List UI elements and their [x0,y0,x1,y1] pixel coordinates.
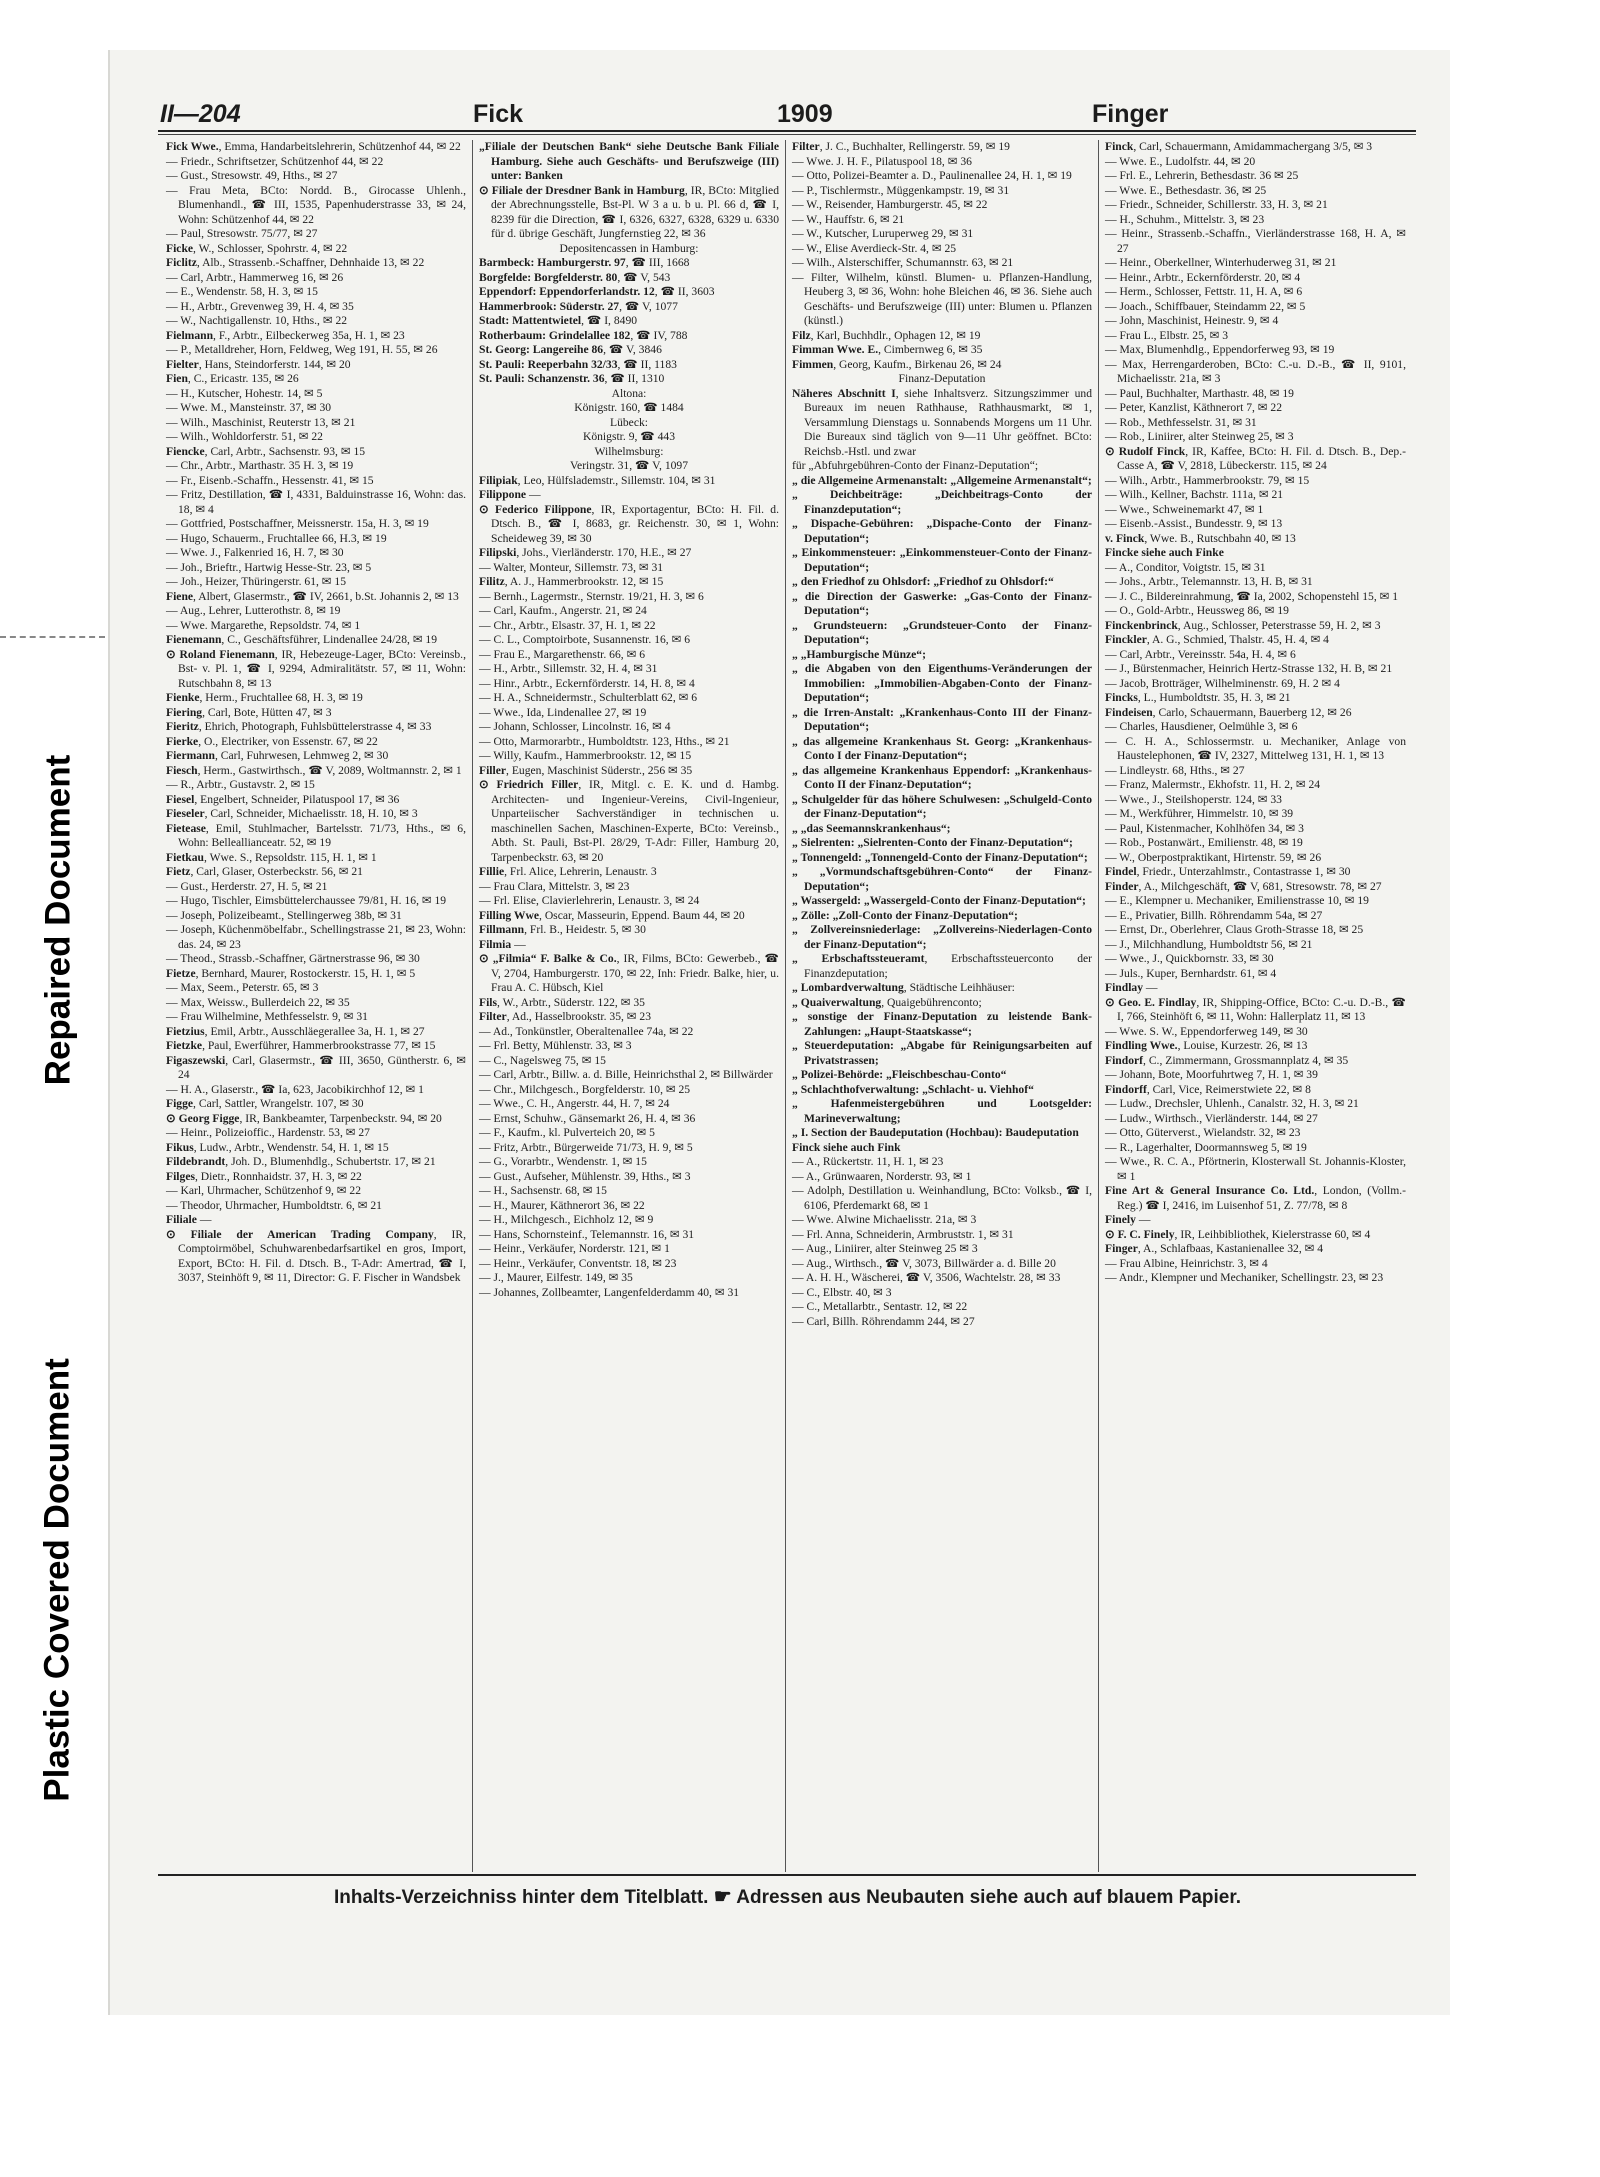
directory-entry: — Otto, Polizei-Beamter a. D., Paulinenallee 24, H. 1, ✉ 19 [792,169,1072,182]
directory-entry: ⊙ F. C. Finely, IR, Leihbibliothek, Kielerstrasse 60, ✉ 4 [1105,1227,1371,1241]
directory-entry: „ Tonnengeld: „Tonnengeld-Conto der Finanz-Deputation“; [792,850,1088,864]
directory-entry: Filler, Eugen, Maschinist Süderstr., 256 ✉ 35 [479,763,693,777]
directory-entry: — Frl. Elise, Clavierlehrerin, Lenaustr. 3, ✉ 24 [479,894,700,907]
first-keyword: Fick [473,100,524,128]
directory-entry: Findel, Friedr., Unterzahlmstr., Contastrasse 1, ✉ 30 [1105,865,1351,878]
directory-entry: ⊙ Roland Fienemann, IR, Hebezeuge-Lager, BCto: Vereinsb., Bst- v. Pl. 1, ☎ I, 9294, Admiralitätstr. 57, ✉ 11, Wohn: Rutschbahn 8, ✉ 13 [166,647,466,690]
directory-entry: Fieritz, Ehrich, Photograph, Fuhlsbüttelerstrasse 4, ✉ 33 [166,720,432,733]
directory-entry: — Frau Albine, Heinrichstr. 3, ✉ 4 [1105,1256,1268,1270]
directory-entry: — G., Vorarbtr., Wendenstr. 1, ✉ 15 [479,1155,647,1168]
directory-entry: Fildebrandt, Joh. D., Blumenhdlg., Schubertstr. 17, ✉ 21 [166,1155,436,1168]
directory-entry: — C., Nagelsweg 75, ✉ 15 [479,1053,606,1067]
directory-entry: — C., Metallarbtr., Sentastr. 12, ✉ 22 [792,1300,968,1313]
directory-entry: Findlay — [1105,981,1158,994]
directory-entry: — Walter, Monteur, Sillemstr. 73, ✉ 31 [479,560,664,574]
directory-entry: ⊙ Geo. E. Findlay, IR, Shipping-Office, BCto: C.-u. D.-B., ☎ I, 766, Steinhöft 6, ✉ 11, Wohn: Hallerplatz 11, ✉ 13 [1105,995,1406,1023]
directory-entry: — Friedr., Schneider, Schillerstr. 33, H. 3, ✉ 21 [1105,198,1328,211]
directory-entry: — Ludw., Drechsler, Uhlenh., Canalstr. 32, H. 3, ✉ 21 [1105,1097,1359,1110]
header-rule [158,130,1416,132]
directory-entry: — Frl. E., Lehrerin, Bethesdastr. 36 ✉ 25 [1105,169,1299,182]
directory-entry: — Theod., Strassb.-Schaffner, Gärtnerstrasse 96, ✉ 30 [166,952,420,965]
directory-entry: — Max, Blumenhdlg., Eppendorferweg 93, ✉ 19 [1105,343,1335,356]
directory-entry: — Wwe., J., Quickbornstr. 33, ✉ 30 [1105,952,1274,965]
directory-entry: — Frau Wilhelmine, Methfesselstr. 9, ✉ 31 [166,1010,368,1023]
directory-entry: — Carl, Arbtr., Billw. a. d. Bille, Heinrichsthal 2, ✉ Billwärder [479,1068,773,1081]
directory-entry: — C. H. A., Schlossermstr. u. Mechaniker, Anlage von Haustelephonen, ☎ IV, 2327, Mittelweg 131, H. 1, ✉ 13 [1105,734,1406,762]
directory-entry: — Gust., Aufseher, Mühlenstr. 39, Hths., ✉ 3 [479,1169,691,1183]
directory-entry: — Wwe., R. C. A., Pförtnerin, Klosterwall St. Johannis-Kloster, ✉ 1 [1105,1155,1406,1183]
directory-entry: „ I. Section der Baudeputation (Hochbau): Baudeputation [792,1126,1079,1139]
directory-entry: — Rob., Liniirer, alter Steinweg 25, ✉ 3 [1105,430,1294,443]
directory-entry: Fietz, Carl, Glaser, Osterbeckstr. 56, ✉ 21 [166,865,363,878]
directory-entry: — R., Arbtr., Gustavstr. 2, ✉ 15 [166,778,315,791]
directory-entry: „ Lombardverwaltung, Städtische Leihhäuser: [792,981,1015,994]
repaired-document-label: Repaired Document [38,754,77,1086]
directory-entry: — Max, Herrengarderoben, BCto: C.-u. D.-B., ☎ II, 9101, Michaelisstr. 21a, ✉ 3 [1105,357,1406,385]
directory-entry: „ „Hamburgische Münze“; [792,647,926,661]
directory-entry: — Wwe. S. W., Eppendorferweg 149, ✉ 30 [1105,1024,1308,1038]
directory-entry: — Frau L., Elbstr. 25, ✉ 3 [1105,328,1229,342]
directory-entry: — Chr., Arbtr., Elsastr. 37, H. 1, ✉ 22 [479,618,656,632]
directory-entry: — Paul, Stresowstr. 75/77, ✉ 27 [166,227,318,240]
directory-entry: Fiesch, Herm., Gastwirthsch., ☎ V, 2089, Woltmannstr. 2, ✉ 1 [166,763,462,777]
directory-entry: — H., Kutscher, Hohestr. 14, ✉ 5 [166,386,323,400]
directory-entry: — H., Schuhm., Mittelstr. 3, ✉ 23 [1105,212,1265,226]
directory-entry: Fincks, L., Humboldtstr. 35, H. 3, ✉ 21 [1105,691,1291,704]
directory-entry: Fietze, Bernhard, Maurer, Rostockerstr. 15, H. 1, ✉ 5 [166,966,416,980]
directory-entry: Finckler, A. G., Schmied, Thalstr. 45, H. 4, ✉ 4 [1105,633,1329,646]
directory-entry: — Bernh., Lagermstr., Sternstr. 19/21, H. 3, ✉ 6 [479,589,704,603]
last-keyword: Finger [1092,100,1169,128]
directory-entry: Finely — [1105,1213,1151,1226]
directory-entry: v. Finck, Wwe. B., Rutschbahn 40, ✉ 13 [1105,531,1296,545]
directory-entry: Filter, Ad., Hasselbrookstr. 35, ✉ 23 [479,1010,652,1023]
directory-entry: Fietzius, Emil, Arbtr., Ausschläegerallee 3a, H. 1, ✉ 27 [166,1024,425,1038]
directory-entry: — Wilh., Arbtr., Hammerbrookstr. 79, ✉ 15 [1105,473,1310,487]
directory-entry: — H. A., Schneidermstr., Schulterblatt 62, ✉ 6 [479,691,698,704]
directory-entry: — Frl. Anna, Schneiderin, Armbruststr. 1, ✉ 31 [792,1227,1014,1241]
directory-entry: — Frau Meta, BCto: Nordd. B., Girocasse Uhlenh., Blumenhandl., ☎ III, 1535, Papenhuderstrasse 33, ✉ 24, Wohn: Schützenhof 44, ✉ 22 [166,183,466,226]
directory-entry: Finck siehe auch Fink [792,1140,901,1154]
directory-entry: Fick Wwe., Emma, Handarbeitslehrerin, Schützenhof 44, ✉ 22 [166,140,461,153]
directory-entry: Filling Wwe, Oscar, Masseurin, Eppend. Baum 44, ✉ 20 [479,908,745,922]
directory-entry: Filipiak, Leo, Hülfslademstr., Sillemstr. 104, ✉ 31 [479,473,716,487]
directory-entry: Fietkau, Wwe. S., Repsoldstr. 115, H. 1, ✉ 1 [166,850,377,864]
directory-entry: Näheres Abschnitt I, siehe Inhaltsverz. Sitzungszimmer und Bureaux im neuen Rathhause, Rathhausmarkt, ✉ 1, Versammlung Dienstags u. Sonnabends Morgens um 11 Uhr. Die Bureaux sind täglich von 9—11 Uhr geöffnet. BCto: Reichsb.-Hstl. und zwar [792,386,1092,458]
directory-entry: ⊙ Filiale der American Trading Company, IR, Comptoirmöbel, Schuhwarenbedarfsartikel en gros, Import, Export, BCto: H. Fil. d. Dtsch. B., T-Adr: Amertrad, ☎ I, 3037, Steinhöft 9, ✉ 11, Director: G. F. Fischer in Wandsbek [166,1227,466,1284]
directory-entry: Fielmann, F., Arbtr., Eilbeckerweg 35a, H. 1, ✉ 23 [166,328,405,342]
footer-right-text: Adressen aus Neubauten siehe auch auf blauem Papier. [736,1887,1241,1908]
directory-entry: St. Pauli: Reeperbahn 32/33, ☎ II, 1183 [479,357,677,371]
directory-entry: — Hinr., Arbtr., Eckernförderstr. 14, H. 8, ✉ 4 [479,676,695,690]
directory-entry: — P., Metalldreher, Horn, Feldweg, Weg 191, H. 55, ✉ 26 [166,343,438,356]
directory-entry: Ficlitz, Alb., Strassenb.-Schaffner, Dehnhaide 13, ✉ 22 [166,256,425,269]
directory-entry: Eppendorf: Eppendorferlandstr. 12, ☎ II, 3603 [479,285,715,298]
directory-entry: „ das allgemeine Krankenhaus Eppendorf: „Krankenhaus-Conto II der Finanz-Deputation“; [792,763,1092,791]
directory-entry: — Ernst, Dr., Oberlehrer, Claus Groth-Strasse 18, ✉ 25 [1105,923,1364,936]
directory-entry: — C. L., Comptoirbote, Susannenstr. 16, ✉ 6 [479,633,690,646]
directory-entry: — Gottfried, Postschaffner, Meissnerstr. 15a, H. 3, ✉ 19 [166,517,429,530]
directory-entry: Fikus, Ludw., Arbtr., Wendenstr. 54, H. 1, ✉ 15 [166,1140,389,1154]
directory-entry: Ficke, W., Schlosser, Spohrstr. 4, ✉ 22 [166,241,348,255]
directory-entry: St. Georg: Langereihe 86, ☎ V, 3846 [479,343,662,356]
directory-entry: „ Quaiverwaltung, Quaigebührenconto; [792,995,982,1009]
plastic-covered-stamp [28,1270,88,1890]
directory-entry: Fierke, O., Electriker, von Essenstr. 67, ✉ 22 [166,734,378,748]
plastic-covered-label: Plastic Covered Document [38,1358,77,1802]
directory-entry: Fietzke, Paul, Ewerführer, Hammerbrookstrasse 77, ✉ 15 [166,1039,436,1052]
directory-entry: — Charles, Hausdiener, Oelmühle 3, ✉ 6 [1105,720,1298,733]
directory-entry: Figaszewski, Carl, Glasermstr., ☎ III, 3650, Güntherstr. 6, ✉ 24 [166,1053,466,1081]
directory-entry: Borgfelde: Borgfelderstr. 80, ☎ V, 543 [479,270,671,284]
directory-entry: — Joh., Brieftr., Hartwig Hesse-Str. 23, ✉ 5 [166,560,372,574]
directory-entry: — Wwe. E., Ludolfstr. 44, ✉ 20 [1105,154,1256,168]
directory-entry: — Carl, Billh. Röhrendamm 244, ✉ 27 [792,1314,975,1328]
directory-entry: Fieseler, Carl, Schneider, Michaelisstr. 18, H. 10, ✉ 3 [166,807,418,820]
directory-entry: — Wwe. Margarethe, Repsoldstr. 74, ✉ 1 [166,618,361,632]
directory-entry: — E., Privatier, Billh. Röhrendamm 54a, ✉ 27 [1105,908,1323,922]
directory-entry: „ die Abgaben von den Eigenthums-Veränderungen der Immobilien: „Immobilien-Abgaben-Conto der Finanz-Deputation“; [792,662,1092,704]
directory-entry: — Friedr., Schriftsetzer, Schützenhof 44, ✉ 22 [166,154,384,168]
directory-entry: — H., Arbtr., Sillemstr. 32, H. 4, ✉ 31 [479,662,658,675]
directory-entry: — J., Bürstenmacher, Heinrich Hertz-Strasse 132, H. B, ✉ 21 [1105,662,1393,675]
directory-entry: — Heinr., Verkäufer, Norderstr. 121, ✉ 1 [479,1242,670,1255]
directory-entry: Fiene, Albert, Glasermstr., ☎ IV, 2661, b.St. Johannis 2, ✉ 13 [166,589,459,603]
directory-entry: — Hans, Schornsteinf., Telemannstr. 16, ✉ 31 [479,1227,695,1241]
directory-entry: ⊙ Friedrich Filler, IR, Mitgl. c. E. K. und d. Hambg. Architecten- und Ingenieur-Vereins, Civil-Ingenieur, Unparteiischer Sachverständiger in technischen u. maschinellen Sachen, Maschinen-Experte, BCto: Vereinsb., Abth. St. Pauli, Bst-Pl. 28/29, T-Adr: Filler, Hamburg 20, Tarpenbeckstr. 63, ✉ 20 [479,778,779,864]
directory-entry: — J., Maurer, Eilfestr. 149, ✉ 35 [479,1271,633,1284]
directory-entry: — E., Klempner u. Mechaniker, Emilienstrasse 10, ✉ 19 [1105,894,1369,907]
directory-entry: „ den Friedhof zu Ohlsdorf: „Friedhof zu Ohlsdorf:“ [792,575,1054,588]
directory-entry: — P., Tischlermstr., Müggenkampstr. 19, ✉ 31 [792,183,1010,197]
directory-entry: „ die Irren-Anstalt: „Krankenhaus-Conto III der Finanz-Deputation“; [792,705,1092,733]
directory-entry: Findorff, Carl, Vice, Reimerstwiete 22, ✉ 8 [1105,1082,1311,1096]
directory-entry: Findeisen, Carlo, Schauermann, Bauerberg 12, ✉ 26 [1105,705,1352,719]
directory-entry: — Franz, Malermstr., Ekhofstr. 11, H. 2, ✉ 24 [1105,778,1321,791]
directory-entry: — A. H. H., Wäscherei, ☎ V, 3506, Wachtelstr. 28, ✉ 33 [792,1271,1061,1284]
directory-entry: — Paul, Kistenmacher, Kohlhöfen 34, ✉ 3 [1105,821,1304,835]
directory-entry: „ Hafenmeistergebühren und Lootsgelder: Marineverwaltung; [792,1097,1092,1125]
directory-entry: „ Schulgelder für das höhere Schulwesen: „Schulgeld-Conto der Finanz-Deputation“; [792,792,1092,820]
directory-entry: — Johannes, Zollbeamter, Langenfelderdamm 40, ✉ 31 [479,1285,740,1299]
directory-entry: „Filiale der Deutschen Bank“ siehe Deutsche Bank Filiale Hamburg. Siehe auch Geschäfts- und Berufszweige (III) unter: Banken [479,140,779,182]
directory-entry: — Wilh., Wohldorferstr. 51, ✉ 22 [166,430,323,443]
directory-entry: — Joh., Heizer, Thüringerstr. 61, ✉ 15 [166,575,347,588]
directory-entry: Fiering, Carl, Bote, Hütten 47, ✉ 3 [166,705,332,719]
footer-rule [158,1874,1416,1876]
directory-columns [160,140,1415,1872]
directory-entry: — Ludw., Wirthsch., Vierländerstr. 144, ✉ 27 [1105,1111,1318,1125]
directory-entry: Königstr. 9, ☎ 443 [582,430,676,443]
directory-entry: — Joseph, Polizeibeamt., Stellingerweg 38b, ✉ 31 [166,908,402,922]
directory-entry: — Carl, Arbtr., Hammerweg 16, ✉ 26 [166,270,344,284]
directory-entry: Finder, A., Milchgeschäft, ☎ V, 681, Stresowstr. 78, ✉ 27 [1105,879,1382,893]
directory-entry: — Joach., Schiffbauer, Steindamm 22, ✉ 5 [1105,299,1306,313]
directory-entry: Fimman Wwe. E., Cimbernweg 6, ✉ 35 [792,343,983,356]
directory-entry: — Frl. Betty, Mühlenstr. 33, ✉ 3 [479,1039,632,1052]
directory-entry: „ Schlachthofverwaltung: „Schlacht- u. Viehhof“ [792,1082,1034,1096]
directory-entry: — Rob., Methfesselstr. 31, ✉ 31 [1105,415,1257,429]
directory-entry: — Ad., Tonkünstler, Oberaltenallee 74a, ✉ 22 [479,1024,694,1038]
directory-entry: — E., Wendenstr. 58, H. 3, ✉ 15 [166,285,318,298]
directory-entry: — Carl, Arbtr., Vereinsstr. 54a, H. 4, ✉ 6 [1105,647,1296,661]
directory-entry: — Willy, Kaufm., Hammerbrookstr. 12, ✉ 15 [479,749,692,762]
directory-entry: — W., Nachtigallenstr. 10, Hths., ✉ 22 [166,314,348,327]
directory-entry: — Herm., Schlosser, Fettstr. 11, H. A, ✉ 6 [1105,285,1303,298]
directory-entry: — W., Elise Averdieck-Str. 4, ✉ 25 [792,241,957,255]
directory-entry: — J., Milchhandlung, Humboldtstr 56, ✉ 21 [1105,937,1313,951]
footer-note [160,1884,1415,1909]
directory-entry: — W., Reisender, Hamburgerstr. 45, ✉ 22 [792,198,988,211]
directory-entry: — Wwe. E., Bethesdastr. 36, ✉ 25 [1105,183,1267,197]
header-rule-thin [158,134,1416,135]
directory-entry: Fien, C., Ericastr. 135, ✉ 26 [166,372,299,385]
directory-entry: „ Zölle: „Zoll-Conto der Finanz-Deputation“; [792,908,1018,922]
directory-entry: Fiermann, Carl, Fuhrwesen, Lehmweg 2, ✉ 30 [166,749,389,762]
directory-entry: Findling Wwe., Louise, Kurzestr. 26, ✉ 13 [1105,1039,1308,1052]
directory-entry: „ „das Seemannskrankenhaus“; [792,821,951,835]
directory-entry: — W., Kutscher, Luruperweg 29, ✉ 31 [792,227,974,240]
directory-entry: — A., Rückertstr. 11, H. 1, ✉ 23 [792,1155,944,1168]
directory-entry: Fincke siehe auch Finke [1105,546,1224,559]
directory-entry: „ Erbschaftssteueramt, Erbschaftssteuerconto der Finanzdeputation; [792,952,1092,980]
directory-entry: St. Pauli: Schanzenstr. 36, ☎ II, 1310 [479,372,665,385]
directory-entry: Veringstr. 31, ☎ V, 1097 [569,459,689,472]
directory-entry: — Aug., Wirthsch., ☎ V, 3073, Billwärder a. d. Bille 20 [792,1256,1056,1270]
directory-entry: ⊙ Georg Figge, IR, Bankbeamter, Tarpenbeckstr. 94, ✉ 20 [166,1111,442,1125]
directory-entry: Fimmen, Georg, Kaufm., Birkenau 26, ✉ 24 [792,357,1002,371]
directory-entry: — H., Sachsenstr. 68, ✉ 15 [479,1184,607,1197]
directory-entry: — Wwe., Schweinemarkt 47, ✉ 1 [1105,502,1264,516]
directory-entry: — Max, Seem., Peterstr. 65, ✉ 3 [166,981,319,994]
directory-entry: Filter, J. C., Buchhalter, Rellingerstr. 59, ✉ 19 [792,140,1010,153]
directory-entry: — Aug., Liniirer, alter Steinweg 25 ✉ 3 [792,1242,978,1255]
directory-entry: Finanz-Deputation [898,372,986,385]
directory-entry: „ sonstige der Finanz-Deputation zu leistende Bank-Zahlungen: „Haupt-Staatskasse“; [792,1010,1092,1038]
directory-entry: Finck, Carl, Schauermann, Amidammachergang 3/5, ✉ 3 [1105,140,1373,153]
directory-entry: Depositencassen in Hamburg: [559,241,699,255]
directory-entry: — Chr., Arbtr., Marthastr. 35 H. 3, ✉ 19 [166,459,354,472]
directory-entry: — Theodor, Uhrmacher, Humboldtstr. 6, ✉ 21 [166,1198,382,1212]
directory-entry: ⊙ „Filmia“ F. Balke & Co., IR, Films, BCto: Gewerbeb., ☎ V, 2704, Hamburgerstr. 170, ✉ 22, Inh: Friedr. Balke, hier, u. Frau A. C. Hübsch, Kiel [479,952,779,994]
pointing-hand-icon: ☛ [713,1886,732,1908]
directory-entry: — Joseph, Küchenmöbelfabr., Schellingstrasse 21, ✉ 23, Wohn: das. 24, ✉ 23 [166,923,466,951]
directory-entry: — Lindleystr. 68, Hths., ✉ 27 [1105,763,1245,777]
directory-entry: ⊙ Federico Filippone, IR, Exportagentur, BCto: H. Fil. d. Dtsch. B., ☎ I, 8683, gr. Reichenstr. 30, ✉ 1, Wohn: Scheideweg 39, ✉ 30 [479,502,779,545]
directory-entry: Findorf, C., Zimmermann, Grossmannplatz 4, ✉ 35 [1105,1053,1349,1067]
directory-entry: „ „Vormundschaftsgebühren-Conto“ der Finanz-Deputation“; [792,865,1092,893]
directory-entry: „ Einkommensteuer: „Einkommensteuer-Conto der Finanz-Deputation“; [792,546,1092,574]
directory-entry: Fillie, Frl. Alice, Lehrerin, Lenaustr. 3 [479,865,657,878]
directory-entry: Königstr. 160, ☎ 1484 [574,401,684,414]
column-4 [1099,140,1412,1872]
directory-entry: — John, Maschinist, Heinestr. 9, ✉ 4 [1105,314,1279,327]
directory-entry: Fietease, Emil, Stuhlmacher, Bartelsstr. 71/73, Hths., ✉ 6, Wohn: Belleallianceatr. 52, ✉ 19 [166,821,466,849]
directory-entry: — Frau Clara, Mittelstr. 3, ✉ 23 [479,879,630,893]
directory-entry: — Andr., Klempner und Mechaniker, Schellingstr. 23, ✉ 23 [1105,1271,1384,1284]
directory-entry: „ die Allgemeine Armenanstalt: „Allgemeine Armenanstalt“; [792,473,1092,487]
directory-entry: — R., Lagerhalter, Doormannsweg 5, ✉ 19 [1105,1140,1307,1154]
directory-entry: für „Abfuhrgebühren-Conto der Finanz-Deputation“; [792,459,1039,472]
directory-entry: — Otto, Marmorarbtr., Humboldtstr. 123, Hths., ✉ 21 [479,734,730,748]
column-3 [786,140,1099,1872]
directory-entry: Fils, W., Arbtr., Süderstr. 122, ✉ 35 [479,995,645,1009]
directory-entry: Fine Art & General Insurance Co. Ltd., London, (Vollm.-Reg.) ☎ I, 2416, im Luisenhof 51, Z. 77/78, ✉ 8 [1105,1184,1407,1212]
directory-entry: — Frau E., Margarethenstr. 66, ✉ 6 [479,647,645,661]
directory-entry: „ Grundsteuern: „Grundsteuer-Conto der Finanz-Deputation“; [792,618,1092,646]
directory-entry: — Filter, Wilhelm, künstl. Blumen- u. Pflanzen-Handlung, Heuberg 3, ✉ 36, Wohn: hohe Bleichen 46, ✉ 36. Siehe auch Geschäfts- und Berufszweige (III) unter: Blumen u. Pflanzen (künstl.) [792,270,1092,327]
directory-entry: — Wwe., Ida, Lindenallee 27, ✉ 19 [479,705,647,719]
directory-entry: — Gust., Herderstr. 27, H. 5, ✉ 21 [166,879,328,893]
directory-entry: — H., Maurer, Käthnerort 36, ✉ 22 [479,1198,645,1212]
directory-entry: — Heinr., Oberkellner, Winterhuderweg 31, ✉ 21 [1105,256,1337,269]
directory-entry: — A., Grünwaaren, Norderstr. 93, ✉ 1 [792,1169,972,1183]
directory-entry: — Paul, Buchhalter, Marthastr. 48, ✉ 19 [1105,386,1294,400]
directory-entry: — Heinr., Strassenb.-Schaffn., Vierländerstrasse 168, H. A, ✉ 27 [1105,227,1406,255]
directory-entry: — Wwe. Alwine Michaelisstr. 21a, ✉ 3 [792,1213,977,1226]
directory-entry: — Max, Weissw., Bullerdeich 22, ✉ 35 [166,995,350,1009]
directory-entry: — Rob., Postanwärt., Emilienstr. 48, ✉ 19 [1105,836,1303,849]
directory-entry: — Wwe. J., Falkenried 16, H. 7, ✉ 30 [166,546,344,559]
directory-entry: Finckenbrinck, Aug., Schlosser, Peterstrasse 59, H. 2, ✉ 3 [1105,618,1381,632]
directory-entry: — Gust., Stresowstr. 49, Hths., ✉ 27 [166,169,338,182]
directory-entry: — Wwe., C. H., Angerstr. 44, H. 7, ✉ 24 [479,1097,670,1110]
directory-entry: Filz, Karl, Buchhdlr., Ophagen 12, ✉ 19 [792,328,981,342]
directory-entry: — H., Milchgesch., Eichholz 12, ✉ 9 [479,1213,654,1226]
directory-entry: — Wilh., Kellner, Bachstr. 111a, ✉ 21 [1105,488,1284,501]
directory-entry: — O., Gold-Arbtr., Heussweg 86, ✉ 19 [1105,604,1289,617]
directory-entry: — Fr., Eisenb.-Schaffn., Hessenstr. 41, ✉ 15 [166,473,374,487]
directory-entry: Filitz, A. J., Hammerbrookstr. 12, ✉ 15 [479,575,664,588]
directory-entry: ⊙ Rudolf Finck, IR, Kaffee, BCto: H. Fil. d. Dtsch. B., Dep.-Casse A, ☎ V, 2818, Lübeckerstr. 115, ✉ 24 [1105,444,1406,472]
directory-entry: „ Deichbeiträge: „Deichbeitrags-Conto der Finanzdeputation“; [792,488,1092,516]
directory-entry: — Wwe. M., Mansteinstr. 37, ✉ 30 [166,401,332,414]
directory-entry: — Peter, Kanzlist, Käthnerort 7, ✉ 22 [1105,401,1282,414]
directory-entry: — Wwe., J., Steilshoperstr. 124, ✉ 33 [1105,792,1282,806]
directory-entry: — A., Conditor, Voigtstr. 15, ✉ 31 [1105,560,1266,574]
directory-entry: — Aug., Lehrer, Lutterothstr. 8, ✉ 19 [166,604,341,617]
directory-entry: — Fritz, Destillation, ☎ I, 4331, Balduinstrasse 16, Wohn: das. 18, ✉ 4 [166,488,466,516]
directory-entry: Stadt: Mattentwietel, ☎ I, 8490 [479,314,638,327]
directory-entry: Fienemann, C., Geschäftsführer, Lindenallee 24/28, ✉ 19 [166,633,438,646]
directory-entry: — C., Elbstr. 40, ✉ 3 [792,1285,892,1299]
column-1 [160,140,473,1872]
directory-entry: — Heinr., Arbtr., Eckernförderstr. 20, ✉ 4 [1105,270,1301,284]
directory-entry: — Johann, Schlosser, Lincolnstr. 16, ✉ 4 [479,720,671,733]
directory-entry: — Ernst, Schuhw., Gänsemarkt 26, H. 4, ✉ 36 [479,1111,696,1125]
directory-entry: — Hugo, Schauerm., Fruchtallee 66, H.3, ✉ 19 [166,531,387,545]
directory-entry: — Eisenb.-Assist., Bundesstr. 9, ✉ 13 [1105,517,1283,530]
directory-entry: — J. C., Bildereinrahmung, ☎ Ia, 2002, Schopenstehl 15, ✉ 1 [1105,589,1399,603]
directory-entry: — W., Hauffstr. 6, ✉ 21 [792,212,905,226]
directory-entry: „ Wassergeld: „Wassergeld-Conto der Finanz-Deputation“; [792,894,1086,907]
directory-entry: — Jacob, Brotträger, Wilhelminenstr. 69, H. 2 ✉ 4 [1105,676,1340,690]
directory-entry: Wilhelmsburg: [594,444,664,458]
directory-entry: „ Steuerdeputation: „Abgabe für Reinigungsarbeiten auf Privatstrassen; [792,1039,1092,1067]
directory-entry: — Wilh., Alsterschiffer, Schumannstr. 63, ✉ 21 [792,256,1014,269]
directory-entry: — Carl, Kaufm., Angerstr. 21, ✉ 24 [479,604,647,617]
directory-entry: „ das allgemeine Krankenhaus St. Georg: „Krankenhaus-Conto I der Finanz-Deputation“; [792,734,1092,762]
footer-left-text: Inhalts-Verzeichniss hinter dem Titelblatt. [334,1887,709,1908]
directory-entry: — Heinr., Verkäufer, Conventstr. 18, ✉ 23 [479,1256,677,1270]
directory-entry: — Karl, Uhrmacher, Schützenhof 9, ✉ 22 [166,1184,362,1197]
directory-entry: Barmbeck: Hamburgerstr. 97, ☎ III, 1668 [479,256,690,269]
directory-entry: Rotherbaum: Grindelallee 182, ☎ IV, 788 [479,328,688,342]
directory-entry: — Wilh., Maschinist, Reuterstr 13, ✉ 21 [166,415,356,429]
directory-entry: — Johs., Arbtr., Telemannstr. 13, H. B, ✉ 31 [1105,575,1313,588]
directory-entry: „ Zollvereinsniederlage: „Zollvereins-Niederlagen-Conto der Finanz-Deputation“; [792,923,1092,951]
dashed-marker-line [0,636,105,638]
directory-entry: — Fritz, Arbtr., Bürgerweide 71/73, H. 9, ✉ 5 [479,1140,693,1154]
directory-entry: — F., Kaufm., kl. Pulverteich 20, ✉ 5 [479,1126,655,1139]
directory-year: 1909 [777,100,833,128]
directory-entry: Filippone — [479,488,541,501]
directory-entry: Hammerbrook: Süderstr. 27, ☎ V, 1077 [479,299,678,313]
directory-entry: „ die Direction der Gaswerke: „Gas-Conto der Finanz-Deputation“; [792,589,1092,617]
directory-entry: — Adolph, Destillation u. Weinhandlung, BCto: Volksb., ☎ I, 6106, Pferdemarkt 68, ✉ 1 [792,1184,1092,1212]
directory-entry: — Otto, Güterverst., Wielandstr. 32, ✉ 23 [1105,1126,1301,1139]
directory-entry: Fielter, Hans, Steindorferstr. 144, ✉ 20 [166,357,351,371]
column-2 [473,140,786,1872]
directory-entry: ⊙ Filiale der Dresdner Bank in Hamburg, IR, BCto: Mitglied der Abrechnungsstelle, Bst-Pl. W 3 a u. b u. Pl. 66 d, ☎ I, 8239 für die Direction, ☎ I, 6326, 6327, 6328, 6329 u. 6330 für d. übrige Geschäft, Jungfernstieg 22, ✉ 36 [479,183,779,240]
directory-entry: — H., Arbtr., Grevenweg 39, H. 4, ✉ 35 [166,299,354,313]
directory-entry: — Hugo, Tischler, Eimsbüttelerchaussee 79/81, H. 16, ✉ 19 [166,894,447,907]
repaired-document-stamp [28,640,88,1200]
directory-entry: Altona: [611,386,647,400]
directory-entry: — Heinr., Polizeioffic., Hardenstr. 53, ✉ 27 [166,1126,370,1139]
directory-entry: — W., Oberpostpraktikant, Hirtenstr. 59, ✉ 26 [1105,850,1322,864]
directory-entry: — Chr., Milchgesch., Borgfelderstr. 10, ✉ 25 [479,1082,691,1096]
directory-entry: Fienke, Herm., Fruchtallee 68, H. 3, ✉ 19 [166,691,363,704]
directory-entry: — Juls., Kuper, Bernhardstr. 61, ✉ 4 [1105,966,1277,980]
directory-entry: Filipski, Johs., Vierländerstr. 170, H.E., ✉ 27 [479,546,692,559]
directory-entry: — Johann, Bote, Moorfuhrtweg 7, H. 1, ✉ 39 [1105,1068,1318,1081]
directory-entry: — Wwe. J. H. F., Pilatuspool 18, ✉ 36 [792,154,972,168]
directory-entry: Lübeck: [610,415,648,429]
directory-entry: Filmia — [479,937,526,951]
directory-entry: Filiale — [166,1213,212,1226]
directory-entry: — H. A., Glaserstr., ☎ Ia, 623, Jacobikirchhof 12, ✉ 1 [166,1082,424,1096]
directory-entry: „ Dispache-Gebühren: „Dispache-Conto der Finanz-Deputation“; [792,517,1092,545]
directory-entry: Fiencke, Carl, Arbtr., Sachsenstr. 93, ✉ 15 [166,444,366,458]
directory-entry: Filges, Dietr., Ronnhaidstr. 37, H. 3, ✉ 22 [166,1169,362,1183]
page-number: II—204 [160,100,241,128]
directory-entry: Finger, A., Schlafbaas, Kastanienallee 32, ✉ 4 [1105,1242,1324,1255]
directory-entry: Fiesel, Engelbert, Schneider, Pilatuspool 17, ✉ 36 [166,792,400,806]
directory-entry: „ Sielrenten: „Sielrenten-Conto der Finanz-Deputation“; [792,836,1073,849]
directory-entry: — M., Werkführer, Himmelstr. 10, ✉ 39 [1105,807,1294,820]
directory-entry: Fillmann, Frl. B., Heidestr. 5, ✉ 30 [479,923,646,936]
directory-entry: „ Polizei-Behörde: „Fleischbeschau-Conto“ [792,1068,1007,1081]
directory-entry: Figge, Carl, Sattler, Wrangelstr. 107, ✉ 30 [166,1097,364,1110]
